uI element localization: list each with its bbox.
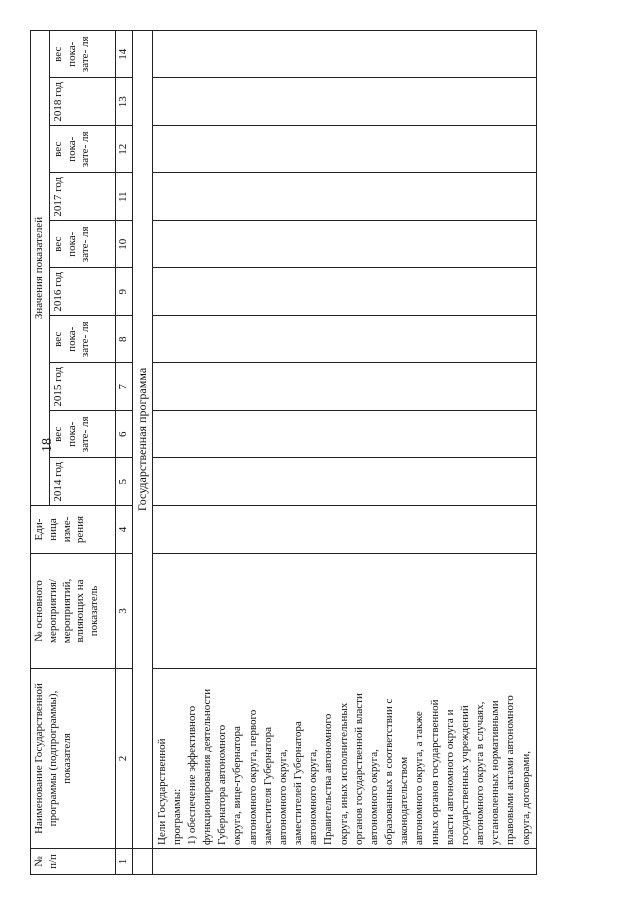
header-num: № п/п: [31, 849, 116, 875]
column-number: 3: [115, 554, 132, 669]
section-title: Государственная программа: [132, 31, 152, 849]
header-year-2014: 2014 год: [49, 458, 115, 506]
empty-cell: [152, 173, 536, 221]
empty-cell: [152, 126, 536, 174]
empty-cell: [152, 78, 536, 126]
column-number: 9: [115, 268, 132, 316]
header-year-2016: 2016 год: [49, 268, 115, 316]
column-number: 11: [115, 173, 132, 221]
goal-row: [152, 31, 536, 875]
empty-cell: [152, 31, 536, 79]
header-year-2018: 2018 год: [49, 78, 115, 126]
empty-cell: [152, 411, 536, 459]
header-name: Наименование Государственной программы (подпрограммы), показателя: [31, 669, 116, 849]
rotated-table-container: [30, 30, 615, 875]
empty-cell: [152, 268, 536, 316]
goal-cell: [152, 669, 536, 849]
empty-cell: [152, 221, 536, 269]
column-number: 1: [115, 849, 132, 875]
column-numbers-row: [115, 31, 132, 875]
goal-num-cell: [152, 849, 536, 875]
empty-cell: [152, 458, 536, 506]
header-weight: вес пока- зате- ля: [49, 31, 115, 79]
header-weight: вес пока- зате- ля: [49, 316, 115, 364]
column-number: 12: [115, 126, 132, 174]
header-weight: вес пока- зате- ля: [49, 411, 115, 459]
column-number: 4: [115, 506, 132, 554]
header-values-group: Значения показателей: [31, 31, 50, 506]
header-year-2015: 2015 год: [49, 363, 115, 411]
empty-cell: [152, 506, 536, 554]
empty-cell: [152, 363, 536, 411]
column-number: 5: [115, 458, 132, 506]
header-weight: вес пока- зате- ля: [49, 221, 115, 269]
header-measure-no: № основного мероприятия/ мероприятий, влияющих на показатель: [31, 554, 116, 669]
goal-text: Цели Государственной программы: 1) обеспечение эффективного функционирования деятельности Губернатора автономного округа, вице-губернатора автономного округа, первого заместителя Губернатора автономного округа, заместителей Губернатора автономного округа, Правительства автономного округа, иных исполнительных органов государственной власти автономного округа, образованных в соответствии с законодательством автономного округа, а также иных органов государственной власти автономного округа и государственных учреждений автономного округа в случаях, установленных нормативными правовыми актами автономного округа, договорами,: [155, 688, 532, 845]
header-weight: вес пока- зате- ля: [49, 126, 115, 174]
column-number: 10: [115, 221, 132, 269]
column-number: 8: [115, 316, 132, 364]
indicators-table: [30, 30, 537, 875]
section-row: [132, 31, 152, 875]
empty-cell: [152, 316, 536, 364]
header-unit: Еди- ница изме- рения: [31, 506, 116, 554]
column-number: 6: [115, 411, 132, 459]
section-empty-cell: [132, 849, 152, 875]
column-number: 2: [115, 669, 132, 849]
empty-cell: [152, 554, 536, 669]
header-row-1: [31, 31, 50, 875]
column-number: 7: [115, 363, 132, 411]
page-number: 18: [40, 438, 55, 452]
header-year-2017: 2017 год: [49, 173, 115, 221]
column-number: 14: [115, 31, 132, 79]
column-number: 13: [115, 78, 132, 126]
